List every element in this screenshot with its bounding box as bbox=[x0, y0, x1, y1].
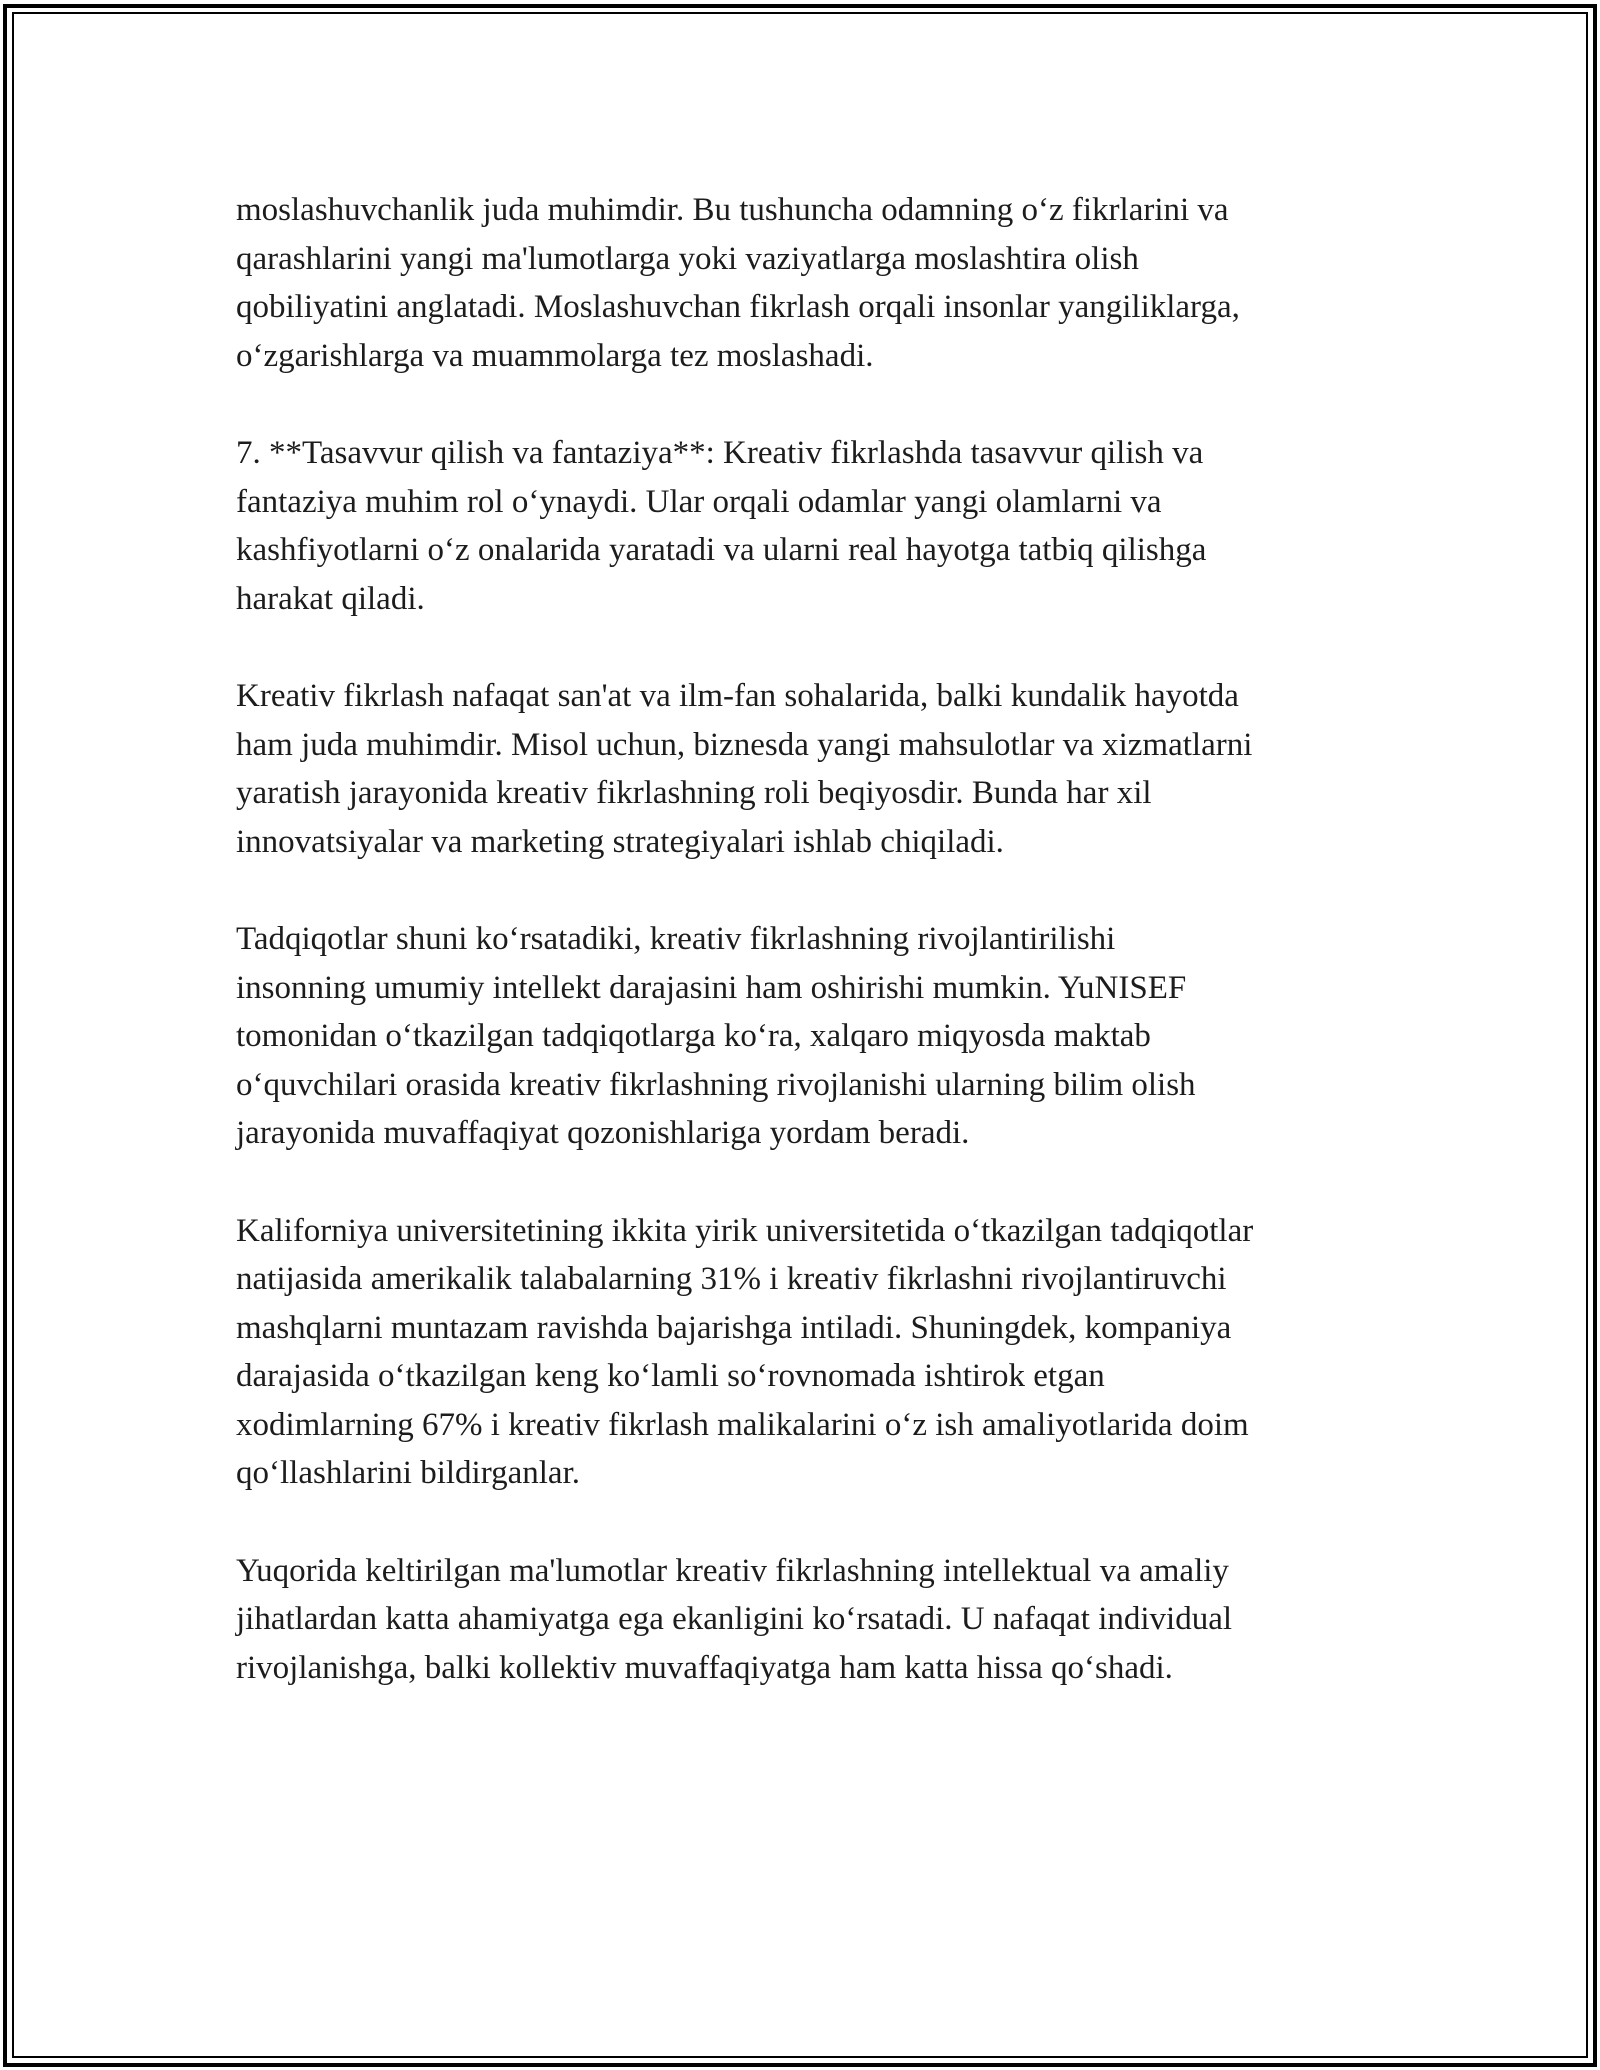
text-line: qo‘llashlarini bildirganlar. bbox=[236, 1455, 580, 1491]
text-line: xodimlarning 67% i kreativ fikrlash malikalarini o‘z ish amaliyotlarida doim bbox=[236, 1406, 1249, 1443]
document-body bbox=[236, 186, 1376, 1741]
text-line: jarayonida muvaffaqiyat qozonishlariga yordam beradi. bbox=[236, 1115, 970, 1151]
text-line: o‘zgarishlarga va muammolarga tez moslashadi. bbox=[236, 337, 874, 374]
text-line: natijasida amerikalik talabalarning 31% i kreativ fikrlashni rivojlantiruvchi bbox=[236, 1261, 1227, 1297]
text-line: Yuqorida keltirilgan ma'lumotlar kreativ fikrlashning intellektual va amaliy bbox=[236, 1552, 1229, 1589]
text-line: tomonidan o‘tkazilgan tadqiqotlarga ko‘ra, xalqaro miqyosda maktab bbox=[236, 1018, 1151, 1054]
text-line: yaratish jarayonida kreativ fikrlashning roli beqiyosdir. Bunda har xil bbox=[236, 775, 1152, 811]
paragraph-1 bbox=[236, 186, 1376, 380]
text-line: 7. **Tasavvur qilish va fantaziya**: Kreativ fikrlashda tasavvur qilish va bbox=[236, 435, 1204, 471]
text-line: qarashlarini yangi ma'lumotlarga yoki vaziyatlarga moslashtira olish bbox=[236, 240, 1139, 277]
paragraph-6 bbox=[236, 1547, 1376, 1693]
paragraph-3 bbox=[236, 672, 1376, 866]
text-line: o‘quvchilari orasida kreativ fikrlashning rivojlanishi ularning bilim olish bbox=[236, 1066, 1196, 1103]
text-line: Kaliforniya universitetining ikkita yirik universitetida o‘tkazilgan tadqiqotlar bbox=[236, 1212, 1254, 1249]
text-line: moslashuvchanlik juda muhimdir. Bu tushuncha odamning o‘z fikrlarini va bbox=[236, 192, 1229, 228]
paragraph-2 bbox=[236, 429, 1376, 623]
text-line: Kreativ fikrlash nafaqat san'at va ilm-fan sohalarida, balki kundalik hayotda bbox=[236, 678, 1239, 714]
paragraph-4 bbox=[236, 915, 1376, 1158]
text-line: fantaziya muhim rol o‘ynaydi. Ular orqali odamlar yangi olamlarni va bbox=[236, 483, 1162, 520]
text-line: darajasida o‘tkazilgan keng ko‘lamli so‘rovnomada ishtirok etgan bbox=[236, 1358, 1105, 1394]
text-line: qobiliyatini anglatadi. Moslashuvchan fikrlash orqali insonlar yangiliklarga, bbox=[236, 289, 1240, 325]
text-line: harakat qiladi. bbox=[236, 580, 425, 617]
text-line: ham juda muhimdir. Misol uchun, biznesda yangi mahsulotlar va xizmatlarni bbox=[236, 726, 1253, 763]
text-line: innovatsiyalar va marketing strategiyalari ishlab chiqiladi. bbox=[236, 823, 1004, 860]
text-line: kashfiyotlarni o‘z onalarida yaratadi va ularni real hayotga tatbiq qilishga bbox=[236, 532, 1207, 568]
paragraph-5 bbox=[236, 1207, 1376, 1498]
text-line: rivojlanishga, balki kollektiv muvaffaqiyatga ham katta hissa qo‘shadi. bbox=[236, 1649, 1173, 1686]
text-line: insonning umumiy intellekt darajasini ham oshirishi mumkin. YuNISEF bbox=[236, 969, 1187, 1006]
text-line: jihatlardan katta ahamiyatga ega ekanligini ko‘rsatadi. U nafaqat individual bbox=[236, 1601, 1233, 1637]
text-line: Tadqiqotlar shuni ko‘rsatadiki, kreativ fikrlashning rivojlantirilishi bbox=[236, 921, 1116, 957]
text-line: mashqlarni muntazam ravishda bajarishga intiladi. Shuningdek, kompaniya bbox=[236, 1309, 1232, 1346]
